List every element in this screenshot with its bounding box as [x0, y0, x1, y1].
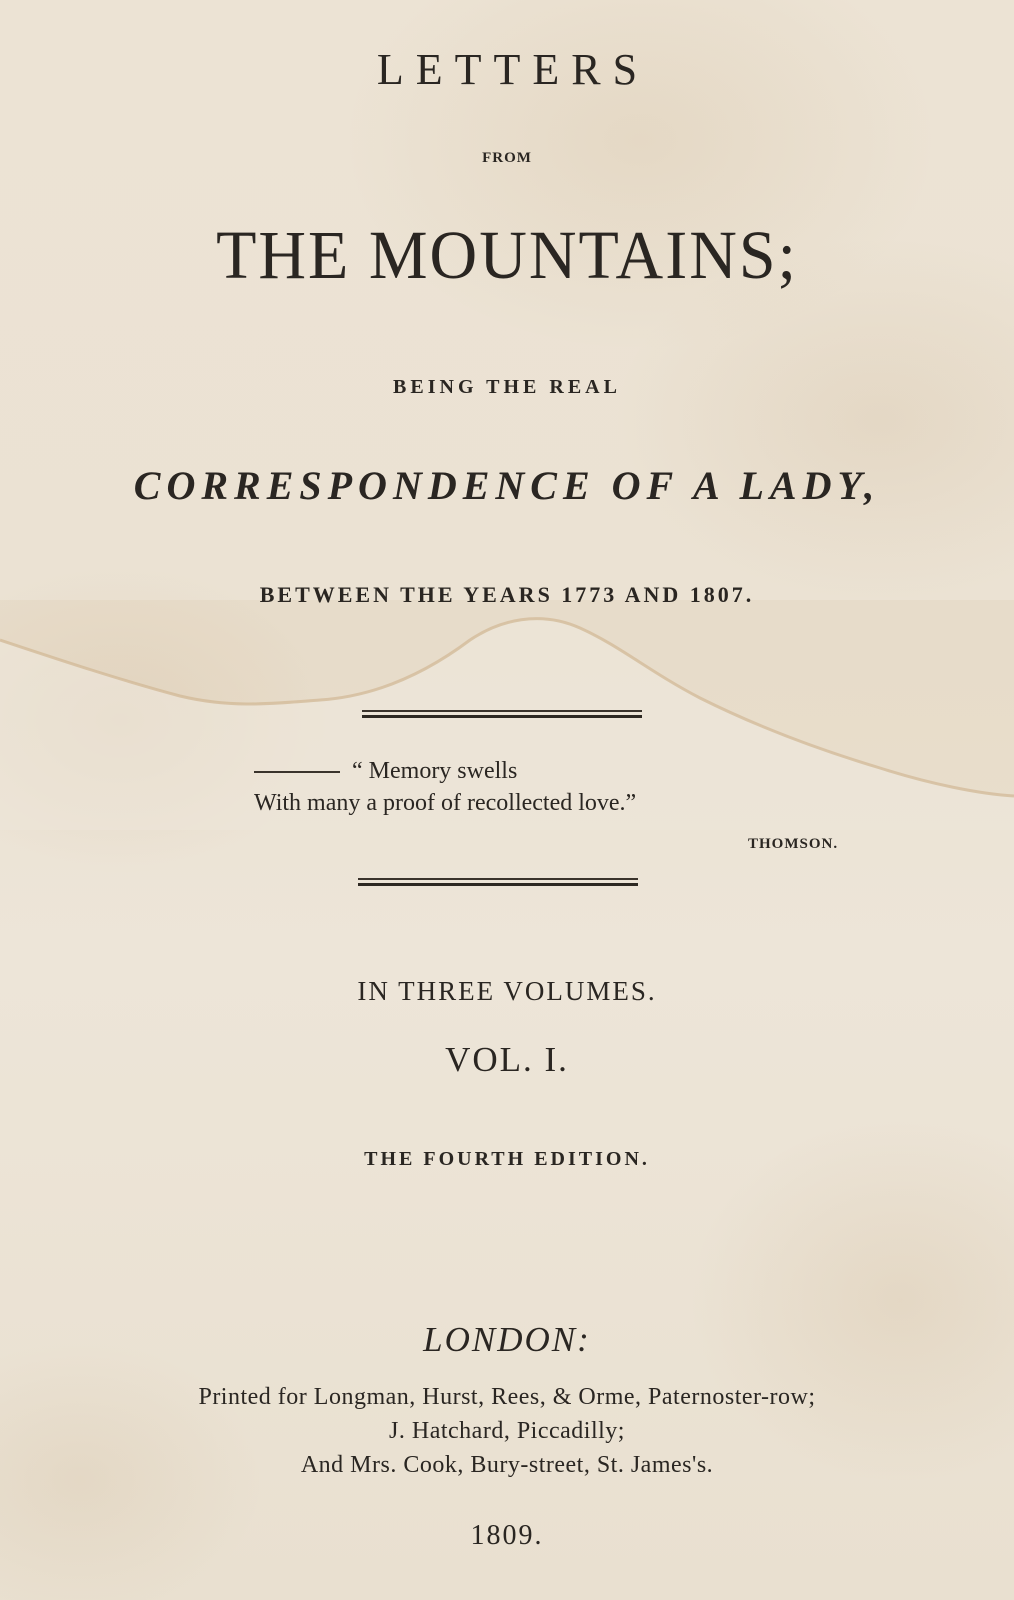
epigraph-line-1: [254, 758, 517, 785]
double-rule-bottom: [358, 878, 638, 886]
imprint-year: 1809.: [470, 1520, 544, 1551]
epigraph-line-1-text: “ Memory swells: [352, 758, 518, 784]
imprint-line-3: And Mrs. Cook, Bury-street, St. James's.: [300, 1452, 714, 1478]
volume-set: IN THREE VOLUMES.: [357, 976, 657, 1006]
subtitle-correspondence: CORRESPONDENCE OF A LADY,: [133, 463, 881, 508]
imprint-line-1: Printed for Longman, Hurst, Rees, & Orme, Paternoster-row;: [198, 1384, 816, 1410]
imprint-line-2: J. Hatchard, Piccadilly;: [389, 1418, 625, 1444]
edition: THE FOURTH EDITION.: [364, 1148, 650, 1170]
subtitle-being-the-real: BEING THE REAL: [393, 376, 621, 398]
imprint-city: LONDON:: [423, 1320, 591, 1359]
title-the-mountains: THE MOUNTAINS;: [216, 217, 798, 294]
epigraph-attribution: THOMSON.: [748, 836, 839, 852]
title-letters: LETTERS: [376, 45, 650, 94]
subtitle-years: BETWEEN THE YEARS 1773 AND 1807.: [259, 582, 755, 607]
epigraph-line-2: With many a proof of recollected love.”: [254, 790, 637, 816]
volume-number: VOL. I.: [445, 1040, 569, 1079]
double-rule-top: [362, 710, 642, 718]
epigraph-dash: [254, 771, 340, 773]
title-from: FROM: [482, 150, 532, 166]
